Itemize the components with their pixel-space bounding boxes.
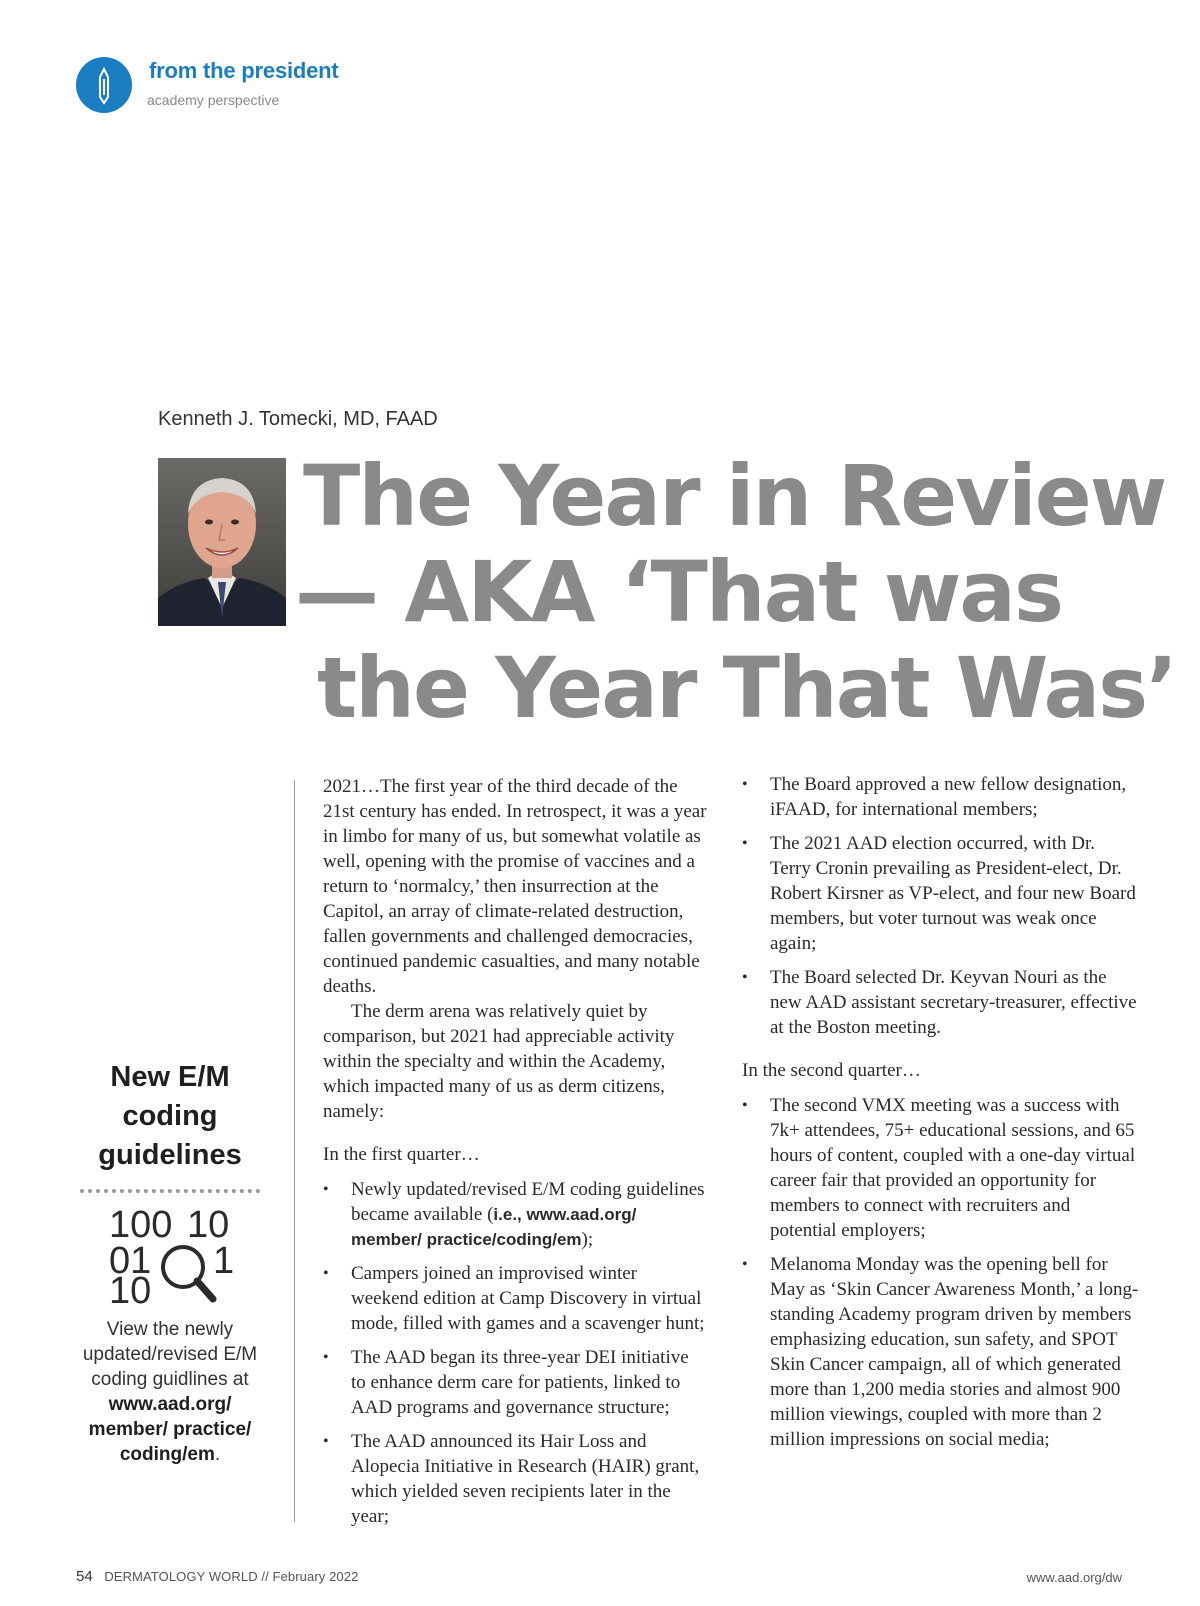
title-line: The Year in Review	[303, 447, 1166, 545]
callout-text	[78, 1317, 262, 1467]
list-item: • The 2021 AAD election occurred, with Dr. Terry Cronin prevailing as President-elect, Dr. Robert Kirsner as VP-elect, and four new Board members, but voter turnout was weak once again;	[742, 831, 1140, 956]
list-item: • The Board selected Dr. Keyvan Nouri as the new AAD assistant secretary-treasurer, effective at the Boston meeting.	[742, 965, 1140, 1040]
callout-link[interactable]: www.aad.org/ member/ practice/ coding/em	[88, 1394, 252, 1465]
list-item: • The AAD announced its Hair Loss and Alopecia Initiative in Research (HAIR) grant, which yielded seven recipients later in the year;	[323, 1429, 708, 1529]
callout-box	[78, 1058, 262, 1467]
q1-lead: In the first quarter…	[323, 1144, 480, 1165]
author-byline: Kenneth J. Tomecki, MD, FAAD	[158, 408, 438, 430]
title-line: — AKA ‘That was	[295, 543, 1062, 641]
footer-left	[76, 1568, 358, 1585]
list-item: • The second VMX meeting was a success with 7k+ attendees, 75+ educational sessions, and 65 hours of content, coupled with a one-day virtual career fair that provided an opportunity for members to connect with recruiters and potential employers;	[742, 1093, 1140, 1243]
pen-nib-icon	[76, 57, 132, 113]
intro-paragraph: The derm arena was relatively quiet by comparison, but 2021 had appreciable activity within the specialty and within the Academy, which impacted many of us as derm citizens, namely:	[323, 1001, 675, 1122]
intro-paragraph: 2021…The first year of the third decade of the 21st century has ended. In retrospect, it was a year in limbo for many of us, but somewhat volatile as well, opening with the promise of vaccines and a return to ‘normalcy,’ then insurrection at the Capitol, an array of climate-related destruction, fallen governments and challenged democracies, continued pandemic casualties, and many notable deaths.	[323, 776, 707, 997]
list-item: • Campers joined an improvised winter weekend edition at Camp Discovery in virtual mode, filled with games and a scavenger hunt;	[323, 1261, 708, 1336]
footer-website[interactable]: www.aad.org/dw	[1026, 1570, 1122, 1585]
icon-digit: 1	[213, 1240, 235, 1282]
section-badge	[76, 57, 132, 113]
section-title: from the president	[149, 58, 339, 83]
coding-link[interactable]: i.e., www.aad.org/ member/ practice/coding/em	[351, 1205, 637, 1249]
binary-search-icon	[105, 1205, 235, 1305]
list-item: • Melanoma Monday was the opening bell for May as ‘Skin Cancer Awareness Month,’ a long-standing Academy program driven by members emphasizing education, sun safety, and SPOT Skin Cancer campaign, all of which generated more than 1,200 media stories and almost 900 million viewings, coupled with more than 2 million impressions on social media;	[742, 1252, 1140, 1452]
publication-info: DERMATOLOGY WORLD // February 2022	[104, 1569, 359, 1584]
q1-list-continued	[742, 772, 1140, 1040]
article-column-2	[742, 772, 1140, 1461]
q2-list	[742, 1093, 1140, 1452]
q2-lead: In the second quarter…	[742, 1060, 921, 1081]
icon-digit: 100	[109, 1205, 173, 1246]
column-rule	[294, 780, 295, 1522]
list-item: • Newly updated/revised E/M coding guidelines became available (i.e., www.aad.org/ member/ practice/coding/em);	[323, 1177, 708, 1252]
list-item: • The Board approved a new fellow designation, iFAAD, for international members;	[742, 772, 1140, 822]
icon-digit: 10	[109, 1270, 152, 1305]
article-title	[295, 447, 1183, 737]
icon-digit: 01	[109, 1240, 152, 1282]
page-number: 54	[76, 1568, 93, 1585]
callout-trail: .	[214, 1444, 221, 1465]
list-item: • The AAD began its three-year DEI initiative to enhance derm care for patients, linked to AAD programs and governance structure;	[323, 1345, 708, 1420]
dotted-divider	[80, 1189, 260, 1193]
author-portrait	[158, 458, 286, 626]
callout-body: View the newly updated/revised E/M coding guidlines at	[82, 1319, 258, 1390]
article-column-1	[323, 774, 708, 1538]
section-subtitle: academy perspective	[147, 92, 280, 108]
title-line: the Year That Was’	[317, 639, 1177, 737]
q1-list	[323, 1177, 708, 1529]
icon-digit: 10	[187, 1205, 230, 1246]
callout-title: New E/M coding guidelines	[98, 1061, 242, 1171]
